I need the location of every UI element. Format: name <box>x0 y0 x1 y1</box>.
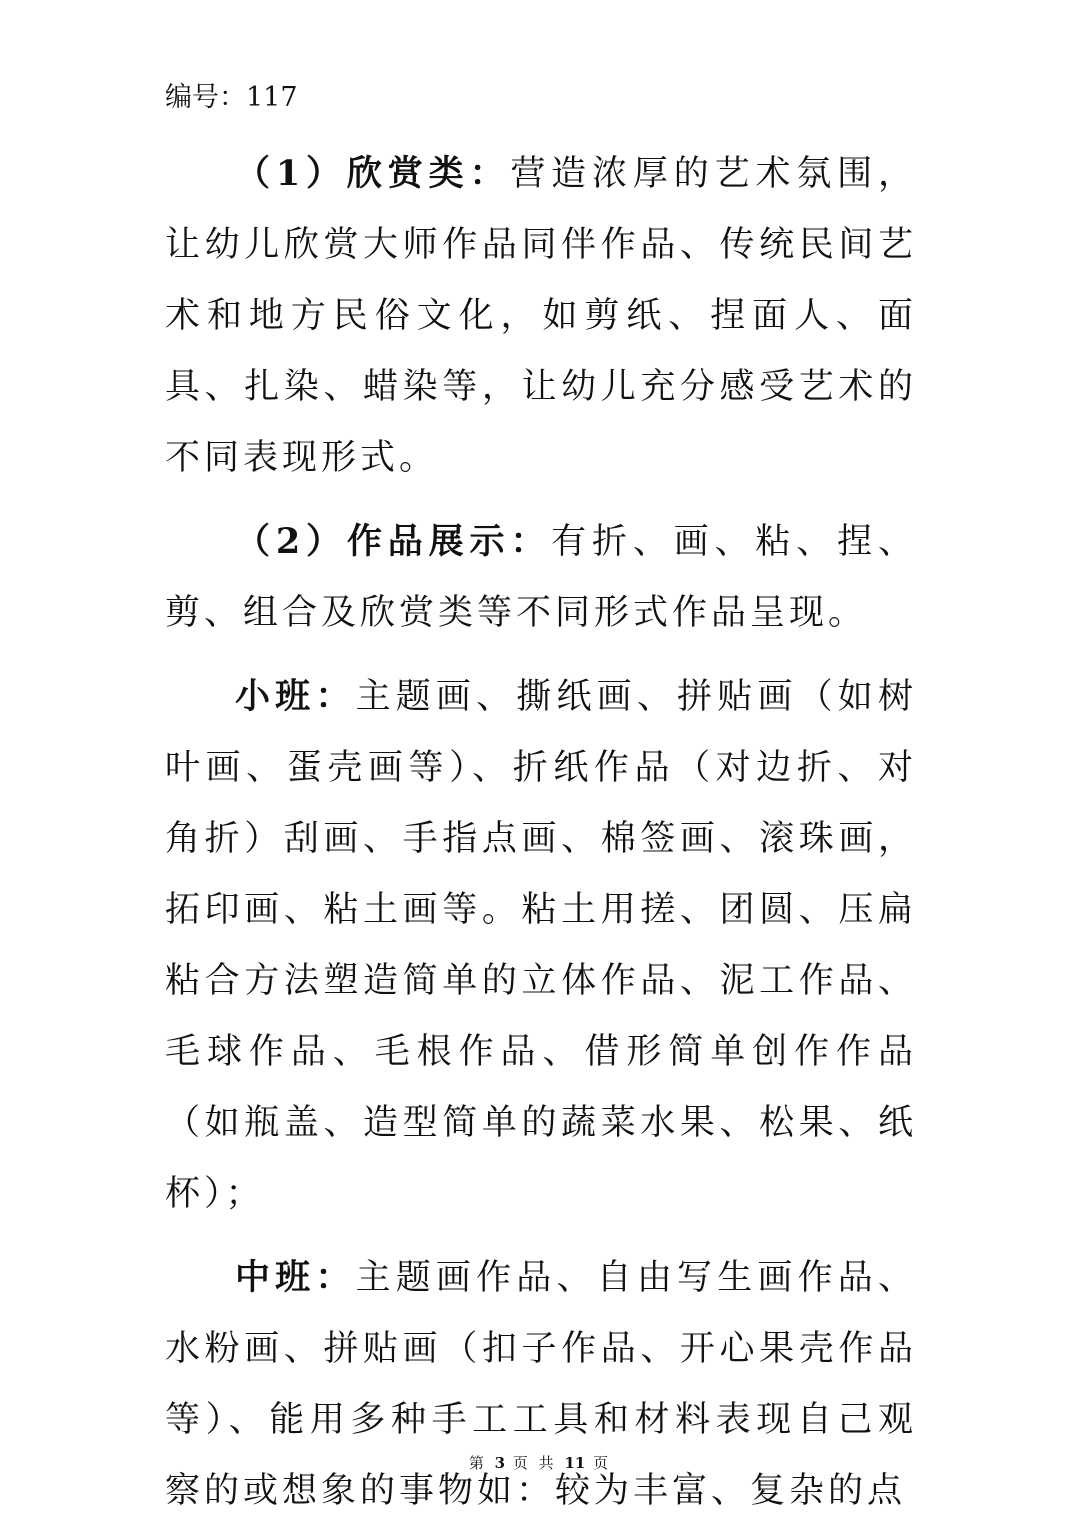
paragraph-appreciation <box>165 138 917 494</box>
paragraph-lead: （1）欣赏类： <box>235 153 511 194</box>
paragraph-small-class <box>165 661 917 1230</box>
paragraph-text: 主题画作品、自由写生画作品、水粉画、拼贴画（扣子作品、开心果壳作品等）、能用多种手工工具和材料表现自己观察的或想象的事物如：较为丰富、复杂的点 <box>165 1258 917 1511</box>
footer-prefix: 第 <box>468 1454 487 1472</box>
paragraph-text: 主题画、撕纸画、拼贴画（如树叶画、蛋壳画等）、折纸作品（对边折、对角折）刮画、手指点画、棉签画、滚珠画，拓印画、粘土画等。粘土用搓、团圆、压扁粘合方法塑造简单的立体作品、泥工作品、毛球作品、毛根作品、借形简单创作作品（如瓶盖、造型简单的蔬菜水果、松果、纸杯）； <box>165 677 917 1214</box>
document-body <box>165 138 917 1539</box>
footer-suffix: 页 <box>593 1454 612 1472</box>
page-footer <box>0 1453 1080 1473</box>
paragraph-lead: （2）作品展示： <box>235 521 552 562</box>
footer-middle: 页 共 <box>512 1454 557 1472</box>
paragraph-text: 营造浓厚的艺术氛围，让幼儿欣赏大师作品同伴作品、传统民间艺术和地方民俗文化，如剪纸、捏面人、面具、扎染、蜡染等，让幼儿充分感受艺术的不同表现形式。 <box>165 154 917 478</box>
paragraph-lead: 小班： <box>235 676 356 717</box>
paragraph-text: 有折、画、粘、捏、剪、组合及欣赏类等不同形式作品呈现。 <box>165 522 917 633</box>
paragraph-middle-class <box>165 1242 917 1527</box>
total-pages-number: 11 <box>564 1454 586 1472</box>
paragraph-works-display <box>165 506 917 649</box>
document-number: 编号：117 <box>165 82 298 113</box>
paragraph-lead: 中班： <box>235 1257 356 1298</box>
current-page-number: 3 <box>494 1454 506 1472</box>
